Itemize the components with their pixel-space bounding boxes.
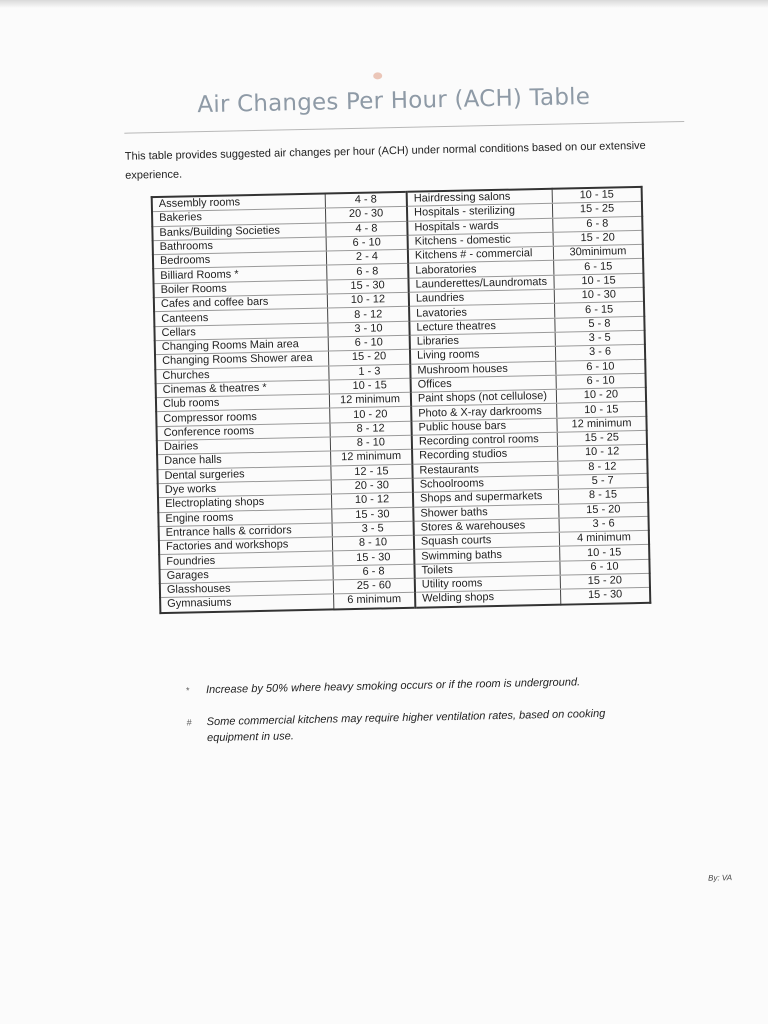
- ach-rate-cell: 6 - 8: [553, 216, 643, 232]
- ach-rate-cell: 8 - 12: [558, 459, 648, 475]
- room-name-cell: Dairies: [157, 437, 331, 455]
- ach-rate-cell: 1 - 3: [329, 364, 411, 380]
- room-name-cell: Assembly rooms: [152, 194, 326, 212]
- ach-rate-cell: 4 - 8: [326, 221, 408, 237]
- ach-rate-cell: 3 - 6: [559, 516, 649, 532]
- room-name-cell: Dye works: [158, 480, 332, 498]
- ach-rate-cell: 15 - 20: [553, 230, 643, 246]
- room-name-cell: Changing Rooms Shower area: [155, 351, 329, 369]
- footnote-symbol: *: [185, 685, 190, 696]
- ach-rate-cell: 3 - 5: [555, 330, 645, 346]
- room-name-cell: Bedrooms: [153, 251, 327, 269]
- room-name-cell: Churches: [155, 366, 329, 384]
- room-name-cell: Club rooms: [156, 394, 330, 412]
- room-name-cell: Conference rooms: [156, 423, 330, 441]
- ach-rate-cell: 3 - 6: [555, 345, 645, 361]
- room-name-cell: Canteens: [154, 308, 328, 326]
- ach-rate-cell: 15 - 25: [557, 430, 647, 446]
- room-name-cell: Gymnasiums: [160, 594, 334, 612]
- room-name-cell: Hospitals - wards: [407, 218, 553, 235]
- ach-rate-cell: 10 - 15: [557, 402, 647, 418]
- byline: By: VA: [707, 873, 733, 883]
- ach-table-body: [152, 187, 651, 613]
- ach-rate-cell: 15 - 25: [552, 202, 642, 218]
- room-name-cell: Photo & X-ray darkrooms: [411, 404, 557, 421]
- room-name-cell: Schoolrooms: [413, 475, 559, 492]
- room-name-cell: Paint shops (not cellulose): [411, 389, 557, 406]
- footnote-text: Some commercial kitchens may require higher ventilation rates, based on cooking equipment in use.: [206, 707, 606, 745]
- room-name-cell: Recording control rooms: [412, 432, 558, 449]
- ach-rate-cell: 10 - 30: [554, 287, 644, 303]
- room-name-cell: Dance halls: [157, 451, 331, 469]
- room-name-cell: Launderettes/Laundromats: [408, 275, 554, 292]
- ach-rate-cell: 6 - 15: [555, 302, 645, 318]
- room-name-cell: Toilets: [414, 561, 560, 578]
- ach-rate-cell: 15 - 30: [561, 588, 651, 605]
- ink-mark: [373, 72, 382, 79]
- room-name-cell: Welding shops: [415, 589, 561, 607]
- ach-rate-cell: 20 - 30: [325, 207, 407, 223]
- ach-rate-cell: 15 - 30: [332, 507, 414, 523]
- ach-rate-cell: 10 - 15: [554, 273, 644, 289]
- room-name-cell: Engine rooms: [158, 508, 332, 526]
- room-name-cell: Living rooms: [410, 346, 556, 363]
- footnote-kitchens: [186, 704, 687, 745]
- ach-rate-cell: 2 - 4: [326, 249, 408, 265]
- ach-rate-cell: 6 - 15: [554, 259, 644, 275]
- room-name-cell: Restaurants: [412, 461, 558, 478]
- ach-rate-cell: 4 minimum: [559, 530, 649, 546]
- ach-rate-cell: 12 minimum: [329, 392, 411, 408]
- ach-rate-cell: 6 - 8: [333, 564, 415, 580]
- ach-rate-cell: 3 - 10: [328, 321, 410, 337]
- ach-rate-cell: 15 - 20: [559, 502, 649, 518]
- room-name-cell: Entrance halls & corridors: [159, 523, 333, 541]
- ach-rate-cell: 10 - 12: [331, 492, 413, 508]
- room-name-cell: Changing Rooms Main area: [155, 337, 329, 355]
- ach-rate-cell: 10 - 15: [329, 378, 411, 394]
- ach-rate-cell: 12 minimum: [557, 416, 647, 432]
- room-name-cell: Boiler Rooms: [154, 280, 328, 298]
- ach-rate-cell: 6 minimum: [334, 593, 416, 610]
- room-name-cell: Bathrooms: [153, 237, 327, 255]
- ach-rate-cell: 6 - 10: [560, 559, 650, 575]
- room-name-cell: Dental surgeries: [157, 466, 331, 484]
- room-name-cell: Mushroom houses: [410, 361, 556, 378]
- room-name-cell: Banks/Building Societies: [152, 223, 326, 241]
- room-name-cell: Laundries: [409, 289, 555, 306]
- room-name-cell: Offices: [411, 375, 557, 392]
- ach-rate-cell: 15 - 30: [333, 550, 415, 566]
- intro-paragraph: This table provides suggested air changes per hour (ACH) under normal conditions based on our extensive experience.: [124, 139, 646, 182]
- room-name-cell: Glasshouses: [160, 580, 334, 598]
- ach-rate-cell: 10 - 12: [558, 445, 648, 461]
- ach-rate-cell: 8 - 12: [330, 421, 412, 437]
- ach-rate-cell: 12 minimum: [331, 450, 413, 466]
- room-name-cell: Public house bars: [411, 418, 557, 435]
- ach-rate-cell: 6 - 10: [556, 359, 646, 375]
- ach-rate-cell: 8 - 10: [332, 535, 414, 551]
- ach-rate-cell: 25 - 60: [333, 578, 415, 594]
- room-name-cell: Hairdressing salons: [407, 189, 553, 207]
- room-name-cell: Shops and supermarkets: [413, 489, 559, 506]
- room-name-cell: Compressor rooms: [156, 408, 330, 426]
- page-title: Air Changes Per Hour (ACH) Table: [197, 83, 591, 119]
- room-name-cell: Garages: [159, 566, 333, 584]
- room-name-cell: Bakeries: [152, 208, 326, 226]
- ach-rate-cell: 12 - 15: [331, 464, 413, 480]
- ach-rate-cell: 15 - 20: [560, 573, 650, 589]
- ach-rate-cell: 4 - 8: [325, 192, 407, 209]
- ach-rate-cell: 20 - 30: [331, 478, 413, 494]
- room-name-cell: Kitchens # - commercial: [408, 246, 554, 263]
- ach-rate-cell: 6 - 10: [328, 335, 410, 351]
- ach-rate-cell: 15 - 30: [327, 278, 409, 294]
- room-name-cell: Shower baths: [413, 504, 559, 521]
- ach-rate-cell: 6 - 10: [556, 373, 646, 389]
- ach-rate-cell: 5 - 8: [555, 316, 645, 332]
- footnote-text: Increase by 50% where heavy smoking occurs or if the room is underground.: [205, 676, 581, 697]
- title-divider: [124, 121, 684, 134]
- room-name-cell: Lecture theatres: [409, 318, 555, 335]
- footnote-smoking: [185, 672, 686, 697]
- room-name-cell: Cafes and coffee bars: [154, 294, 328, 312]
- room-name-cell: Utility rooms: [415, 575, 561, 592]
- ach-rate-cell: 10 - 15: [552, 187, 642, 204]
- room-name-cell: Cellars: [154, 323, 328, 341]
- room-name-cell: Hospitals - sterilizing: [407, 204, 553, 221]
- ach-rate-cell: 10 - 20: [556, 388, 646, 404]
- ach-rate-cell: 30minimum: [553, 245, 643, 261]
- room-name-cell: Laboratories: [408, 261, 554, 278]
- ach-rate-cell: 6 - 8: [327, 264, 409, 280]
- footnote-symbol: #: [186, 717, 192, 728]
- ach-rate-cell: 10 - 20: [330, 407, 412, 423]
- room-name-cell: Swimming baths: [414, 547, 560, 564]
- ach-rate-cell: 5 - 7: [558, 473, 648, 489]
- ach-rate-cell: 15 - 20: [328, 350, 410, 366]
- ach-rate-cell: 3 - 5: [332, 521, 414, 537]
- room-name-cell: Recording studios: [412, 447, 558, 464]
- ach-rate-cell: 8 - 15: [558, 488, 648, 504]
- room-name-cell: Foundries: [159, 551, 333, 569]
- ach-rate-cell: 6 - 10: [326, 235, 408, 251]
- room-name-cell: Electroplating shops: [158, 494, 332, 512]
- room-name-cell: Lavatories: [409, 304, 555, 321]
- room-name-cell: Cinemas & theatres *: [156, 380, 330, 398]
- room-name-cell: Kitchens - domestic: [408, 232, 554, 249]
- room-name-cell: Factories and workshops: [159, 537, 333, 555]
- room-name-cell: Squash courts: [414, 532, 560, 549]
- room-name-cell: Stores & warehouses: [414, 518, 560, 535]
- ach-rate-cell: 8 - 10: [330, 435, 412, 451]
- ach-table: [151, 186, 652, 614]
- ach-rate-cell: 10 - 15: [560, 545, 650, 561]
- ach-rate-cell: 10 - 12: [327, 292, 409, 308]
- room-name-cell: Libraries: [410, 332, 556, 349]
- ach-rate-cell: 8 - 12: [328, 307, 410, 323]
- room-name-cell: Billiard Rooms *: [153, 265, 327, 283]
